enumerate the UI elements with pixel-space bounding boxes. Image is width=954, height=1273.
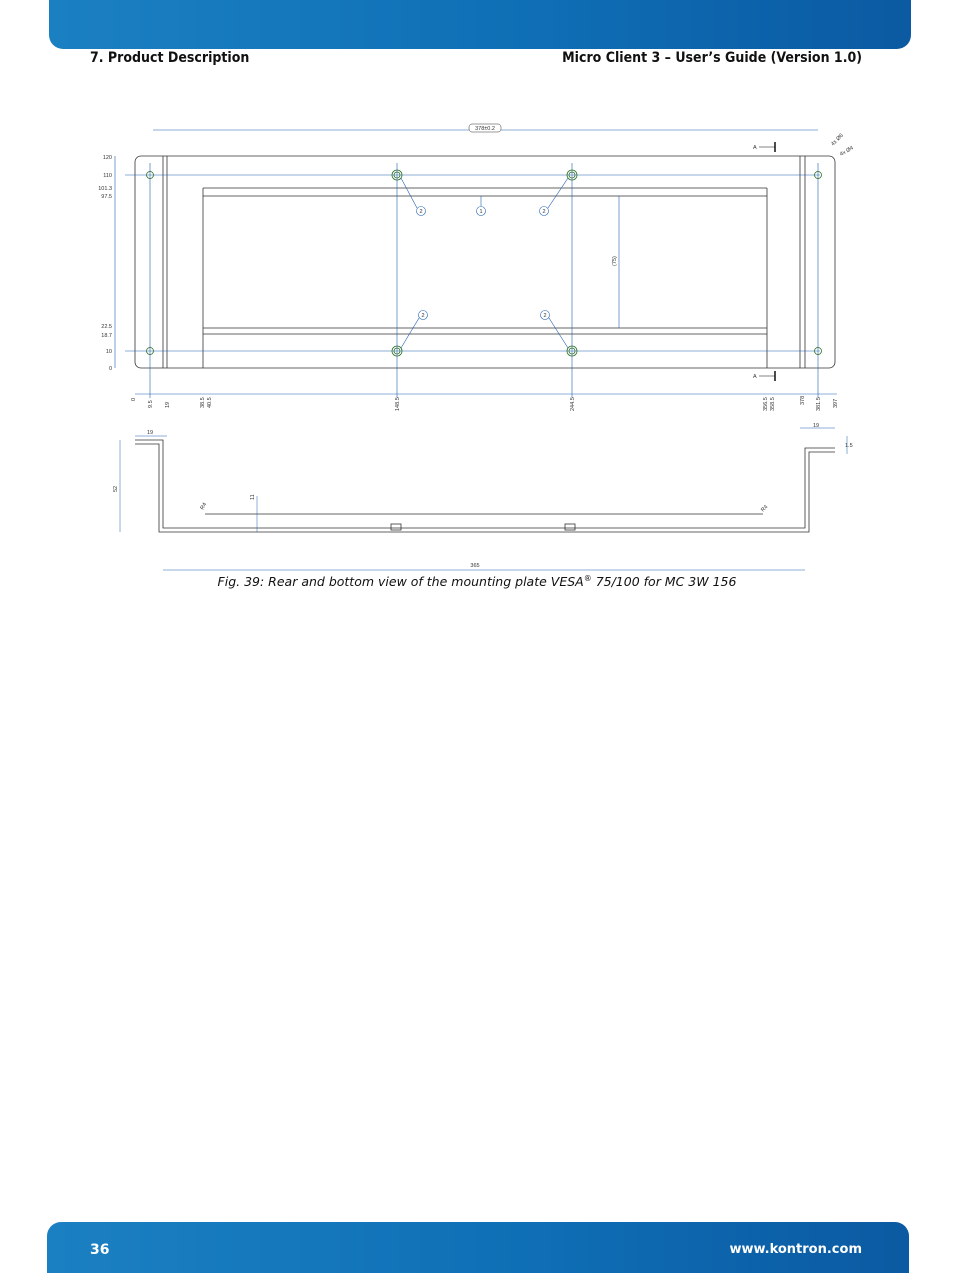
y-dim: 0 (108, 366, 112, 372)
section-a-bottom: A (753, 374, 757, 380)
x-dim: 358.5 (770, 397, 776, 411)
y-dim: 18.7 (101, 333, 112, 339)
callout-2c: 2 (421, 313, 425, 319)
callout-1: 1 (479, 209, 483, 215)
header-band (49, 0, 911, 49)
section-title: 7. Product Description (90, 50, 250, 66)
callout-2b: 2 (542, 209, 546, 215)
x-dim: 244.5 (570, 397, 576, 411)
right-flange-label: 19 (813, 423, 820, 429)
y-dim: 22.5 (101, 324, 112, 330)
x-dim: 0 (131, 397, 137, 401)
x-dim: 148.5 (395, 397, 401, 411)
y-dim: 110 (103, 173, 112, 179)
y-dim: 101.3 (98, 186, 112, 192)
thickness-label: 1.5 (845, 443, 853, 449)
bottom-profile (135, 440, 835, 532)
mounting-plate-drawing (95, 118, 865, 580)
callout-2a: 2 (419, 209, 423, 215)
section-a-top: A (753, 145, 757, 151)
document-title: Micro Client 3 – User’s Guide (Version 1.0) (562, 50, 862, 66)
page-number: 36 (90, 1242, 110, 1258)
y-dim: 97.5 (101, 194, 112, 200)
x-dim: 38.5 (200, 397, 206, 408)
left-flange-label: 19 (147, 430, 154, 436)
figure-caption: Fig. 39: Rear and bottom view of the mounting plate VESA® 75/100 for MC 3W 156 (217, 574, 737, 590)
x-dim: 378 (800, 395, 806, 405)
x-dim: 356.5 (763, 397, 769, 411)
website-link[interactable]: www.kontron.com (729, 1242, 862, 1257)
clearance-label: (75) (612, 256, 618, 266)
radius-left-label: R4 (199, 501, 209, 511)
callout-2d: 2 (543, 313, 547, 319)
x-dim: 381.5 (816, 397, 822, 411)
hole-spec-label: 4x Ø6 (830, 132, 845, 148)
bottom-width-label: 365 (470, 563, 480, 569)
x-dim: 397 (833, 398, 839, 408)
radius-right-label: R4 (760, 504, 770, 514)
hole-diameter-label: 4x Ø4 (839, 145, 855, 158)
x-dim: 40.5 (207, 397, 213, 408)
x-dim: 9.5 (148, 400, 154, 408)
overall-width-label: 378±0.2 (475, 126, 495, 132)
height-label: 52 (113, 485, 119, 492)
inner-height-label: 11 (250, 494, 256, 500)
y-dim: 120 (102, 155, 112, 161)
y-dim: 10 (105, 349, 112, 355)
x-dim: 19 (165, 401, 171, 408)
